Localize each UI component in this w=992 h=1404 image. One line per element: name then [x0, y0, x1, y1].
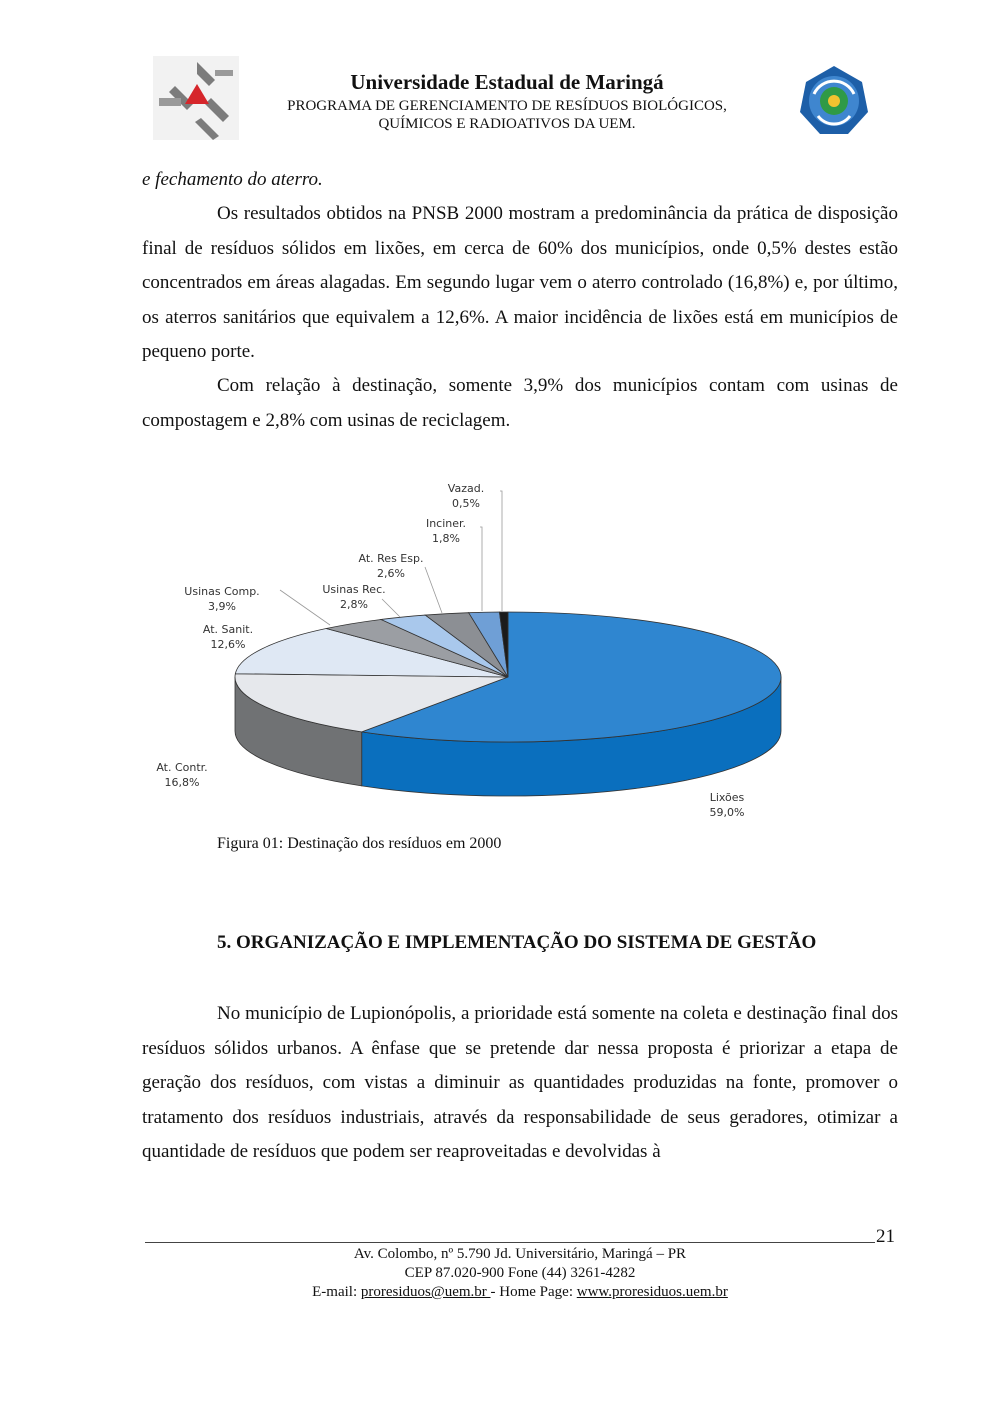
leader-line-3	[382, 599, 400, 617]
proresiduos-logo	[798, 64, 870, 136]
slice-label-6: Inciner.	[425, 517, 467, 530]
university-name: Universidade Estadual de Maringá	[350, 70, 664, 94]
paragraph-lupionopolis: No município de Lupionópolis, a prioridade está somente na coleta e destinação final dos resíduos sólidos urbanos. A ênfase que se pretende dar nessa proposta é priorizar a etapa de geração dos resíduos, com vistas a diminuir as quantidades produzidas na fonte, promover o tratamento dos resíduos industriais, através da responsabilidade de seus geradores, otimizar a quantidade de resíduos que podem ser reaproveitadas e devolvidas à	[142, 1003, 898, 1162]
slice-value-6: 1,8%	[432, 532, 460, 545]
footer-cep-phone: CEP 87.020-900 Fone (44) 3261-4282	[404, 1265, 636, 1281]
slice-value-4: 2,8%	[340, 598, 368, 611]
figure-caption: Figura 01: Destinação dos resíduos em 2000	[217, 835, 502, 852]
waste-destination-pie-chart	[150, 475, 790, 830]
slice-label-5: At. Res Esp.	[358, 552, 424, 565]
slice-label-1: At. Contr.	[156, 761, 208, 774]
paragraph-destination: Com relação à destinação, somente 3,9% dos municípios contam com usinas de compostagem e 2,8% com usinas de reciclagem.	[142, 375, 898, 431]
program-subtitle	[262, 97, 752, 133]
slice-value-2: 12,6%	[210, 638, 246, 651]
slice-value-7: 0,5%	[452, 497, 480, 510]
page-number: 21	[876, 1226, 895, 1247]
slice-value-5: 2,6%	[377, 567, 405, 580]
footer-contact	[146, 1283, 894, 1302]
slice-value-0: 59,0%	[709, 806, 745, 819]
leader-line-2	[425, 567, 442, 613]
leader-line-1	[480, 527, 482, 611]
program-subtitle-line1: PROGRAMA DE GERENCIAMENTO DE RESÍDUOS BIOLÓGICOS,	[287, 98, 727, 114]
slice-label-4: Usinas Rec.	[322, 583, 386, 596]
slice-label-2: At. Sanit.	[202, 623, 254, 636]
slice-value-3: 3,9%	[208, 600, 236, 613]
email-link[interactable]: proresiduos@uem.br	[360, 1284, 491, 1300]
paragraph-pnsb-results: Os resultados obtidos na PNSB 2000 mostram a predominância da prática de disposição final de resíduos sólidos em lixões, em cerca de 60% dos municípios, onde 0,5% destes estão concentrados em áreas alagadas. Em segundo lugar vem o aterro controlado (16,8%) e, por último, os aterros sanitários que equivalem a 12,6%. A maior incidência de lixões está em municípios de pequeno porte.	[142, 203, 898, 362]
leader-line-0	[500, 491, 502, 611]
slice-value-1: 16,8%	[164, 776, 200, 789]
uem-logo	[153, 56, 239, 140]
slice-label-3: Usinas Comp.	[184, 585, 260, 598]
slice-label-0: Lixões	[709, 791, 745, 804]
section-heading: 5. ORGANIZAÇÃO E IMPLEMENTAÇÃO DO SISTEMA DE GESTÃO	[217, 932, 817, 953]
homepage-label: - Home Page:	[490, 1284, 577, 1300]
footer-address: Av. Colombo, nº 5.790 Jd. Universitário, Maringá – PR	[353, 1246, 687, 1262]
intro-fragment: e fechamento do aterro.	[142, 169, 323, 190]
email-label: E-mail:	[312, 1284, 361, 1300]
slice-label-7: Vazad.	[447, 482, 485, 495]
homepage-link[interactable]: www.proresiduos.uem.br	[576, 1284, 728, 1300]
program-subtitle-line2: QUÍMICOS E RADIOATIVOS DA UEM.	[378, 116, 636, 132]
footer-divider	[145, 1242, 875, 1243]
